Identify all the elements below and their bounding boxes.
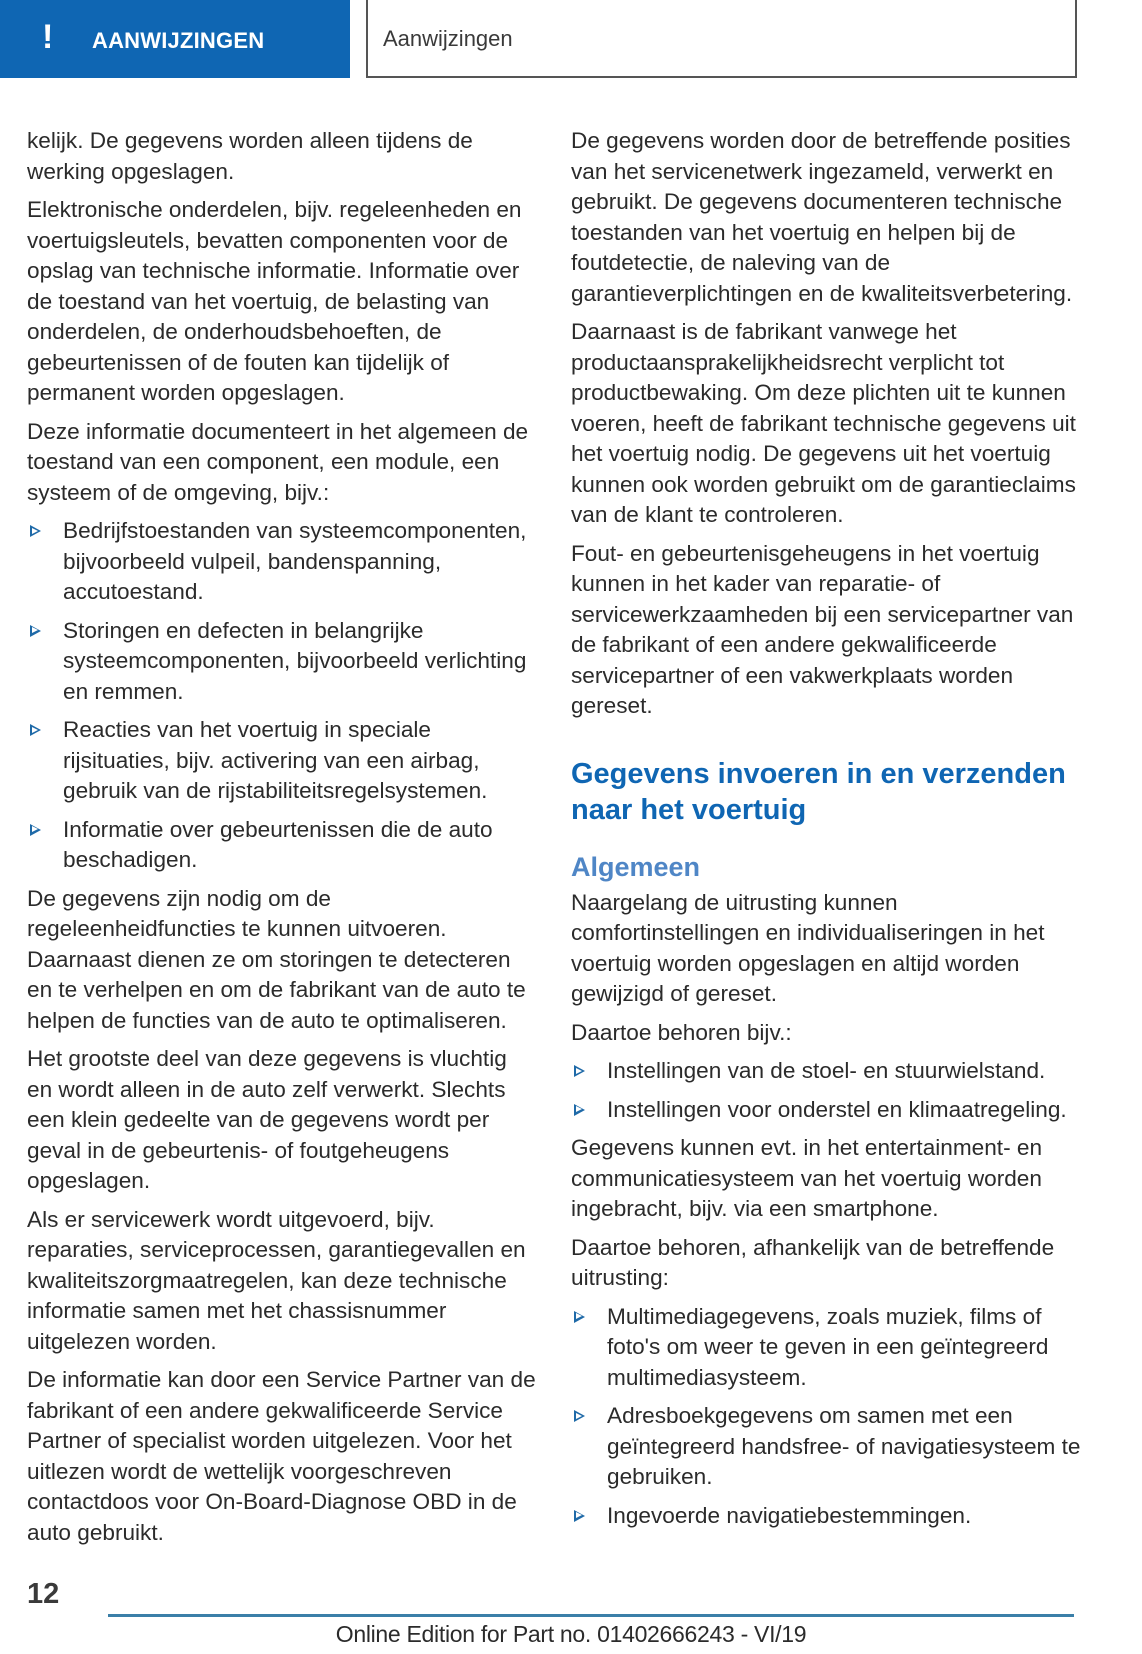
paragraph: Deze informatie documenteert in het algemeen de toestand van een component, een module, een systeem of de omgeving, bijv.: <box>27 418 529 505</box>
triangle-bullet-icon <box>30 625 41 637</box>
right-column <box>571 126 1091 1539</box>
list-item-text: Informatie over gebeurtenissen die de auto beschadigen. <box>63 816 493 872</box>
paragraph: Daartoe behoren, afhankelijk van de betreffende uitrusting: <box>571 1234 1055 1290</box>
left-column <box>27 126 537 1556</box>
exclamation-icon: ! <box>42 18 54 56</box>
list-item <box>571 1501 1091 1532</box>
list-item-text: Adresboekgegevens om samen met een geïntegreerd handsfree- of navigatiesysteem te gebruiken. <box>607 1403 1081 1489</box>
list-item-text: Instellingen van de stoel- en stuurwielstand. <box>607 1058 1046 1083</box>
chapter-label: AANWIJZINGEN <box>92 28 265 53</box>
paragraph: De gegevens worden door de betreffende posities van het servicenetwerk ingezameld, verwerkt en gebruikt. De gegevens documenteren technische toestanden van het voertuig en helpen bij de foutdetectie, de naleving van de garantieverplichtingen en de kwaliteitsverbetering. <box>571 128 1073 306</box>
triangle-bullet-icon <box>574 1510 585 1522</box>
paragraph: Gegevens kunnen evt. in het entertainment- en communicatiesysteem van het voertuig worden ingebracht, bijv. via een smartphone. <box>571 1135 1043 1221</box>
list-item <box>571 1401 1091 1493</box>
section-heading: Gegevens invoeren in en verzenden naar het voertuig <box>571 757 1066 826</box>
list-item-text: Instellingen voor onderstel en klimaatregeling. <box>607 1096 1067 1122</box>
paragraph: Als er servicewerk wordt uitgevoerd, bijv. reparaties, serviceprocessen, garantiegevallen en kwaliteitszorgmaatregelen, kan deze technische informatie samen met het chassisnummer uitgelezen worden. <box>27 1206 526 1354</box>
list-item <box>27 516 537 608</box>
edition-note: Online Edition for Part no. 01402666243 - VI/19 <box>335 1621 807 1647</box>
page-number: 12 <box>27 1578 60 1610</box>
triangle-bullet-icon <box>574 1311 585 1323</box>
list-item <box>571 1095 1091 1126</box>
triangle-bullet-icon <box>30 824 41 836</box>
chapter-tab <box>0 0 350 78</box>
bullet-list <box>27 516 537 876</box>
list-item <box>27 715 537 807</box>
paragraph: Daartoe behoren bijv.: <box>571 1019 792 1045</box>
section-header-box <box>366 0 1077 78</box>
triangle-bullet-icon <box>574 1410 585 1422</box>
list-item-text: Reacties van het voertuig in speciale rijsituaties, bijv. activering van een airbag, gebruik van de rijstabiliteitsregelsystemen. <box>63 717 488 803</box>
paragraph: Elektronische onderdelen, bijv. regeleenheden en voertuigsleutels, bevatten componenten voor de opslag van technische informatie. Informatie over de toestand van het voertuig, de belasting van onderdelen, de onderhoudsbehoeften, de gebeurtenissen of de fouten kan tijdelijk of permanent worden opgeslagen. <box>27 197 522 405</box>
triangle-bullet-icon <box>574 1104 585 1116</box>
section-title: Aanwijzingen <box>383 26 513 51</box>
paragraph: kelijk. De gegevens worden alleen tijdens de werking opgeslagen. <box>27 128 473 184</box>
subsection-heading: Algemeen <box>571 851 701 882</box>
list-item <box>571 1056 1091 1087</box>
list-item-text: Bedrijfstoestanden van systeemcomponenten, bijvoorbeeld vulpeil, bandenspanning, accutoestand. <box>63 518 527 604</box>
paragraph: Naargelang de uitrusting kunnen comfortinstellingen en individualiseringen in het voertuig worden opgeslagen en altijd worden gewijzigd of gereset. <box>571 889 1045 1006</box>
bullet-list <box>571 1056 1091 1125</box>
list-item-text: Multimediagegevens, zoals muziek, films of foto's om weer te geven in een geïntegreerd multimediasysteem. <box>607 1303 1049 1390</box>
paragraph: Het grootste deel van deze gegevens is vluchtig en wordt alleen in de auto zelf verwerkt. Slechts een klein gedeelte van de gegevens wordt per geval in de gebeurtenis- of foutgeheugens opgeslagen. <box>27 1046 507 1193</box>
list-item <box>27 815 537 876</box>
footer-divider <box>108 1614 1074 1617</box>
list-item <box>571 1302 1091 1394</box>
bullet-list <box>571 1302 1091 1532</box>
paragraph: De informatie kan door een Service Partner van de fabrikant of een andere gekwalificeerde Service Partner of specialist worden uitgelezen. Voor het uitlezen wordt de wettelijk voorgeschreven contactdoos voor On-Board-Diagnose OBD in de auto gebruikt. <box>27 1367 536 1545</box>
paragraph: De gegevens zijn nodig om de regeleenheidfuncties te kunnen uitvoeren. Daarnaast dienen ze om storingen te detecteren en te verhelpen en om de fabrikant van de auto te helpen de functies van de auto te optimaliseren. <box>27 885 526 1033</box>
paragraph: Fout- en gebeurtenisgeheugens in het voertuig kunnen in het kader van reparatie- of servicewerkzaamheden bij een servicepartner van de fabrikant of een andere gekwalificeerde servicepartner of een vakwerkplaats worden gereset. <box>571 540 1074 718</box>
triangle-bullet-icon <box>574 1065 585 1077</box>
list-item <box>27 616 537 708</box>
triangle-bullet-icon <box>30 724 41 736</box>
list-item-text: Ingevoerde navigatiebestemmingen. <box>607 1502 972 1528</box>
list-item-text: Storingen en defecten in belangrijke systeemcomponenten, bijvoorbeeld verlichting en remmen. <box>63 617 527 704</box>
paragraph: Daarnaast is de fabrikant vanwege het productaansprakelijkheidsrecht verplicht tot productbewaking. Om deze plichten uit te kunnen voeren, heeft de fabrikant technische gegevens uit het voertuig nodig. De gegevens uit het voertuig kunnen ook worden gebruikt om de garantieclaims van de klant te controleren. <box>571 319 1076 527</box>
triangle-bullet-icon <box>30 525 41 537</box>
